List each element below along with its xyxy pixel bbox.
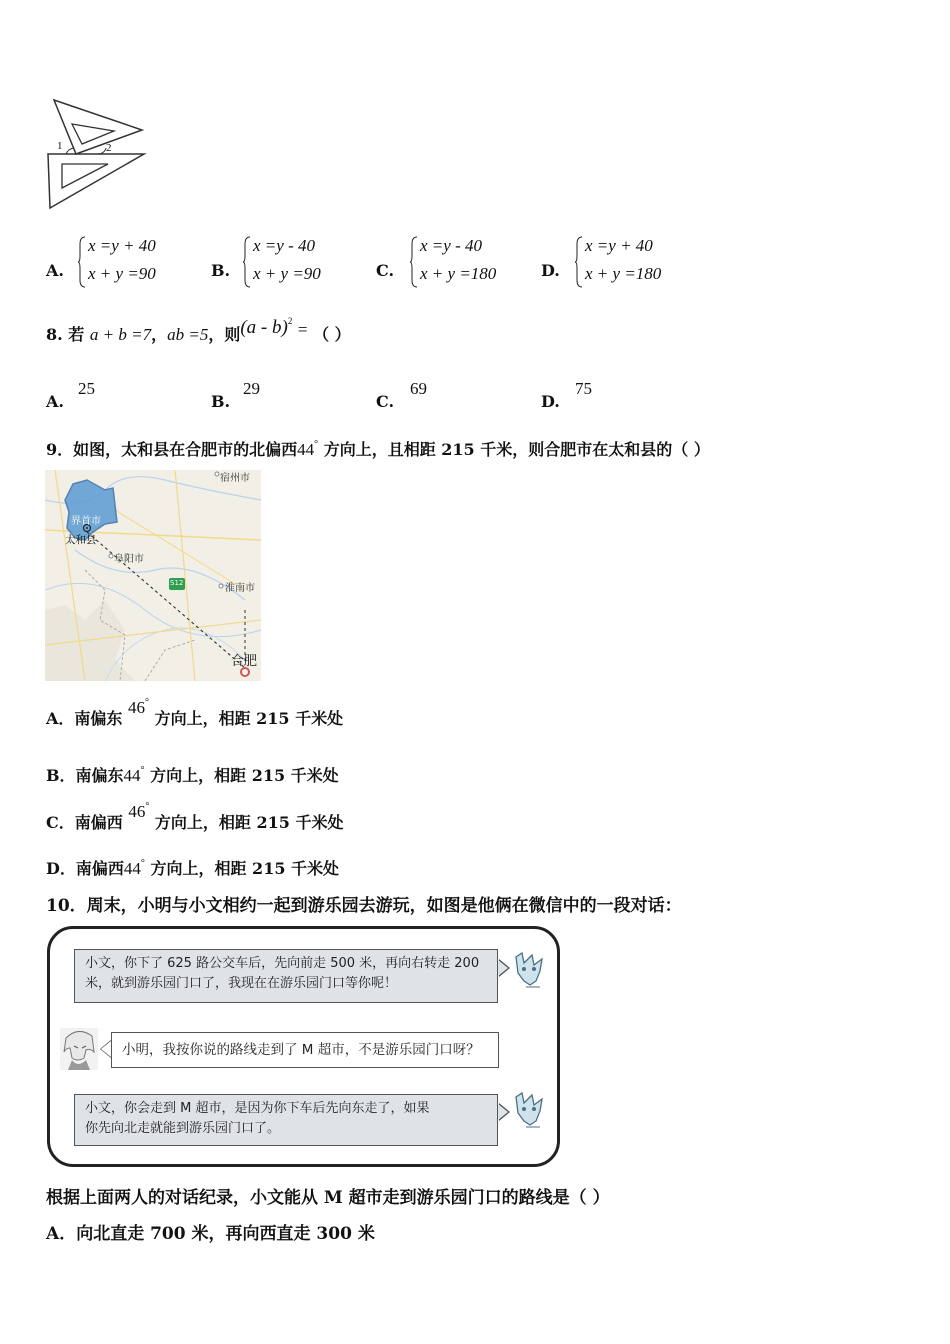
- map-label-taihe: 太和县: [65, 534, 97, 546]
- q7-option-a-eq2: x + y =90: [88, 264, 156, 283]
- q8-ruo: 若: [68, 325, 85, 344]
- set-square-figure: [44, 98, 148, 212]
- q9-option-c-angle: 46: [128, 802, 146, 821]
- set-square-drawing: [44, 98, 148, 212]
- q9-text-b: 方向上，且相距 215 千米，则合肥市在太和县的（ ）: [323, 440, 710, 459]
- brace-icon: [243, 236, 251, 288]
- brace-icon: [410, 236, 418, 288]
- map-drawing: [45, 470, 261, 681]
- q7-option-c-system[interactable]: [410, 236, 540, 292]
- chat-bubble-2: [111, 1032, 499, 1068]
- q9-stem: [46, 437, 710, 460]
- chat-bubble-3-line2: 你先向北走就能到游乐园门口了。: [85, 1121, 281, 1136]
- q7-option-d-system[interactable]: [575, 236, 705, 292]
- q7-option-c-letter: C.: [376, 261, 395, 280]
- q8-answer-paren: （ ）: [313, 325, 351, 344]
- q9-map: [45, 470, 261, 681]
- q8-stem: [46, 316, 351, 352]
- q9-option-c-letter: C．: [46, 813, 75, 832]
- q8-option-d-value[interactable]: 75: [575, 379, 592, 398]
- q9-option-a-rest: 方向上，相距 215 千米处: [154, 709, 344, 728]
- chat-bubble-3-line1: 小文，你会走到 M 超市，是因为你下车后先向东走了，如果: [85, 1101, 430, 1116]
- q9-option-b-letter: B．: [46, 766, 76, 785]
- q8-exponent: 2: [287, 316, 293, 326]
- map-label-suzhou: 宿州市: [220, 473, 250, 484]
- q7-option-c-eq1: x =y - 40: [420, 236, 482, 255]
- avatar-xiaowen-icon: [510, 951, 548, 993]
- chat-bubble-1-tail: [499, 959, 510, 977]
- q8-number: 8.: [46, 325, 63, 344]
- q8-option-b-value[interactable]: 29: [243, 379, 260, 398]
- q9-option-b-rest: 方向上，相距 215 千米处: [150, 766, 339, 785]
- q8-sep: ，: [151, 325, 168, 344]
- chat-bubble-2-tail: [100, 1040, 111, 1058]
- q10-option-a[interactable]: A．向北直走 700 米，再向西直走 300 米: [46, 1224, 375, 1244]
- q10-question: 根据上面两人的对话纪录，小文能从 M 超市走到游乐园门口的路线是（ ）: [46, 1188, 610, 1208]
- q8-option-a-letter: A.: [46, 392, 64, 411]
- q9-option-d-dir: 南偏西: [75, 859, 124, 878]
- q8-option-a-value[interactable]: 25: [78, 379, 95, 398]
- q9-option-d-letter: D．: [46, 859, 76, 878]
- map-label-hefei: 合肥: [231, 654, 258, 669]
- map-label-jieshou: 界首市: [71, 516, 101, 527]
- q7-option-a-letter: A.: [46, 261, 64, 280]
- q9-option-a-dir: 南偏东: [74, 709, 123, 728]
- angle-label-1: 1: [57, 140, 63, 152]
- avatar-xiaowen: [510, 951, 548, 993]
- q9-option-d-rest: 方向上，相距 215 千米处: [150, 859, 340, 878]
- chat-bubble-3-tail: [499, 1103, 510, 1121]
- chat-bubble-1: [74, 949, 498, 1003]
- q8-option-c-value[interactable]: 69: [410, 379, 427, 398]
- q7-option-b-eq1: x =y - 40: [253, 236, 315, 255]
- q9-option-c-rest: 方向上，相距 215 千米处: [154, 813, 344, 832]
- q9-degree: °: [314, 439, 319, 450]
- q8-option-b-letter: B.: [211, 392, 231, 411]
- q9-option-a[interactable]: [46, 697, 344, 729]
- q9-option-a-letter: A．: [46, 709, 75, 728]
- q7-option-b-eq2: x + y =90: [253, 264, 321, 283]
- chat-bubble-1-line2: 米，就到游乐园门口了，我现在在游乐园门口等你呢！: [85, 976, 398, 991]
- q9-option-b-degree: °: [140, 765, 145, 776]
- q7-option-d-letter: D.: [541, 261, 560, 280]
- q8-option-d-letter: D.: [541, 392, 560, 411]
- q9-text-a: 9．如图，太和县在合肥市的北偏西: [46, 440, 298, 459]
- avatar-xiaowen-2: [510, 1091, 548, 1133]
- q8-expr1: a + b =7: [89, 325, 152, 344]
- q7-option-d-eq2: x + y =180: [585, 264, 662, 283]
- q8-ze: ，则: [208, 325, 241, 344]
- q7-option-a-system[interactable]: [78, 236, 198, 292]
- q9-option-b[interactable]: [46, 763, 339, 786]
- q7-option-b-letter: B.: [211, 261, 231, 280]
- q7-option-b-system[interactable]: [243, 236, 363, 292]
- q10-stem: 10．周末，小明与小文相约一起到游乐园去游玩，如图是他俩在微信中的一段对话：: [46, 896, 682, 916]
- map-label-huainan: 淮南市: [225, 583, 255, 594]
- brace-icon: [78, 236, 86, 288]
- brace-icon: [575, 236, 583, 288]
- chat-bubble-1-line1: 小文，你下了 625 路公交车后，先向前走 500 米，再向右转走 200: [85, 956, 480, 971]
- q7-option-d-eq1: x =y + 40: [585, 236, 653, 255]
- q9-option-a-angle: 46: [128, 698, 146, 717]
- chat-bubble-2-line1: 小明，我按你说的路线走到了 M 超市，不是游乐园门口呀？: [122, 1042, 480, 1058]
- q9-option-d-angle: 44: [123, 859, 141, 878]
- q9-option-d-degree: °: [140, 858, 145, 869]
- q9-option-a-degree: °: [145, 697, 150, 708]
- q8-equals: =: [297, 320, 308, 339]
- q9-option-c[interactable]: [46, 801, 344, 833]
- q9-option-c-degree: °: [145, 801, 150, 812]
- avatar-xiaoming-icon: [60, 1028, 98, 1070]
- q8-expr3: (a - b): [240, 317, 288, 338]
- q9-option-b-dir: 南偏东: [75, 766, 124, 785]
- q9-option-d[interactable]: [46, 856, 339, 879]
- q9-option-c-dir: 南偏西: [74, 813, 123, 832]
- q7-option-a-eq1: x =y + 40: [88, 236, 156, 255]
- map-road-badge: S12: [170, 579, 184, 587]
- q8-expr2: ab =5: [167, 325, 209, 344]
- q7-option-c-eq2: x + y =180: [420, 264, 497, 283]
- map-label-fuyang: 阜阳市: [114, 554, 144, 565]
- chat-bubble-3: [74, 1094, 498, 1146]
- avatar-xiaoming: [60, 1028, 98, 1070]
- avatar-xiaowen-2-icon: [510, 1091, 548, 1133]
- angle-label-2: 2: [106, 142, 112, 154]
- q8-option-c-letter: C.: [376, 392, 395, 411]
- wechat-dialogue: [47, 926, 560, 1167]
- q9-angle: 44: [297, 440, 315, 459]
- q9-option-b-angle: 44: [123, 766, 141, 785]
